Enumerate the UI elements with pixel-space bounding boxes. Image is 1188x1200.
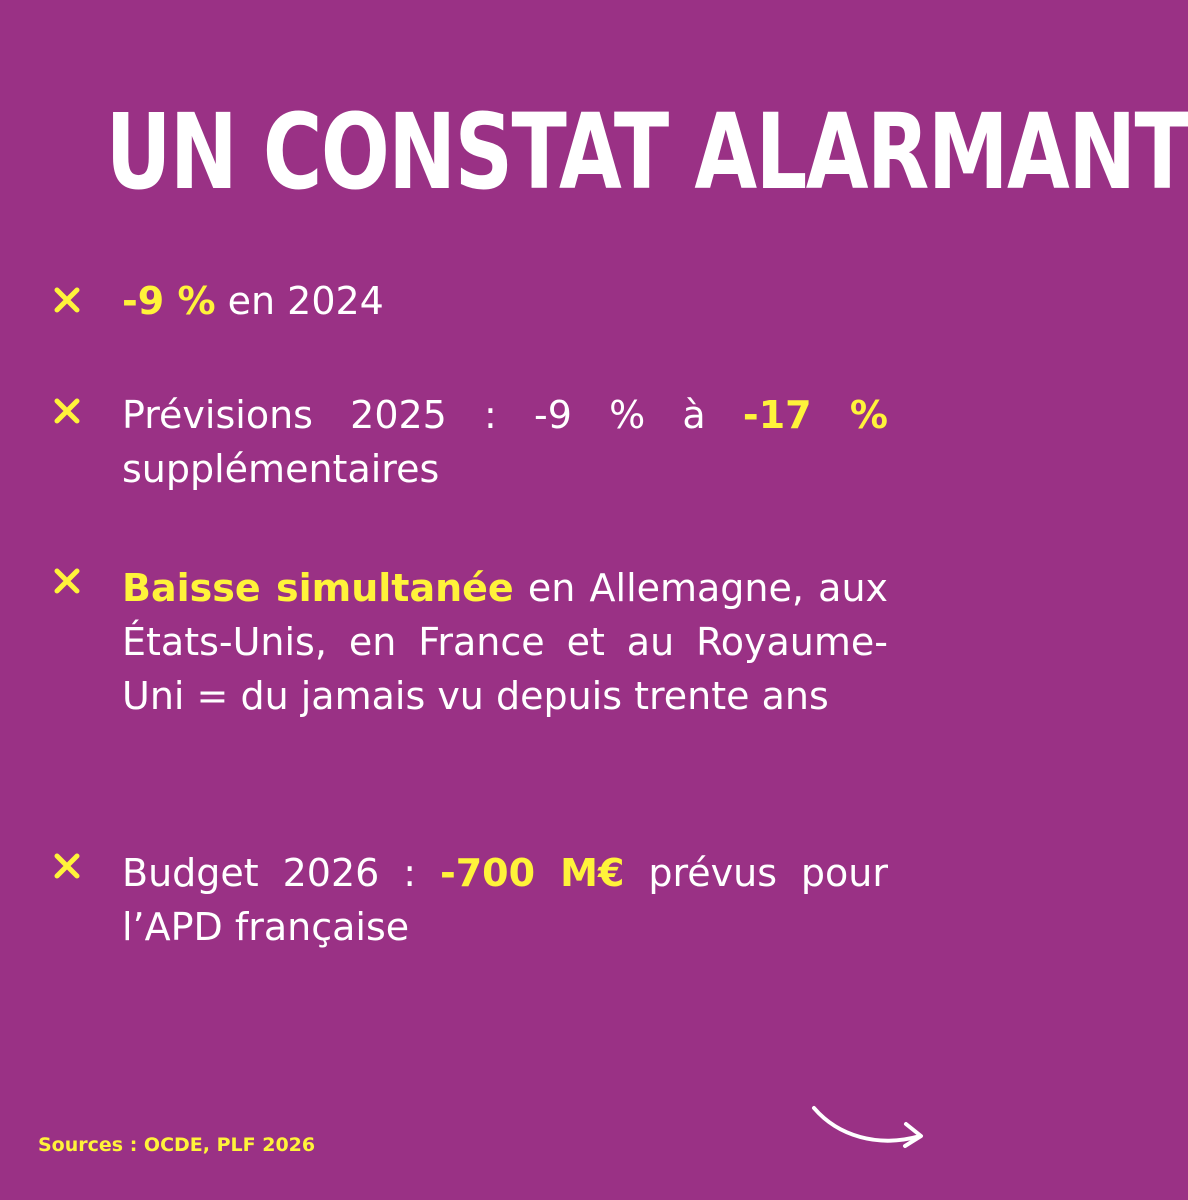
bullet-text-part: prévus pour l’APD française [122, 851, 888, 949]
arrow-right-icon[interactable] [808, 1096, 930, 1164]
highlight: -9 % [122, 279, 216, 323]
bullet-text-part: en 2024 [215, 279, 384, 323]
bullet-text [122, 846, 888, 954]
highlight: Baisse simultanée [122, 566, 514, 610]
bullet-text [122, 274, 888, 328]
sources-note: Sources : OCDE, PLF 2026 [38, 1134, 316, 1156]
highlight: -700 M€ [439, 851, 625, 895]
x-mark-icon [48, 390, 86, 428]
highlight: -17 % [742, 393, 888, 437]
x-mark-icon [48, 276, 86, 314]
x-mark-icon [48, 563, 86, 601]
bullet-text-part: Budget 2026 : [122, 851, 440, 895]
bullet-text [122, 388, 888, 496]
page-title: UN CONSTAT ALARMANT [105, 91, 1188, 213]
x-mark-icon [48, 848, 86, 886]
bullet-text [122, 561, 888, 723]
bullet-text-part: supplémentaires [122, 447, 440, 491]
bullet-text-part: en Allemagne, aux États-Unis, en France et au Royaume-Uni = du jamais vu depuis trente ans [122, 566, 889, 718]
bullet-text-part: Prévisions 2025 : -9 % à [122, 393, 743, 437]
